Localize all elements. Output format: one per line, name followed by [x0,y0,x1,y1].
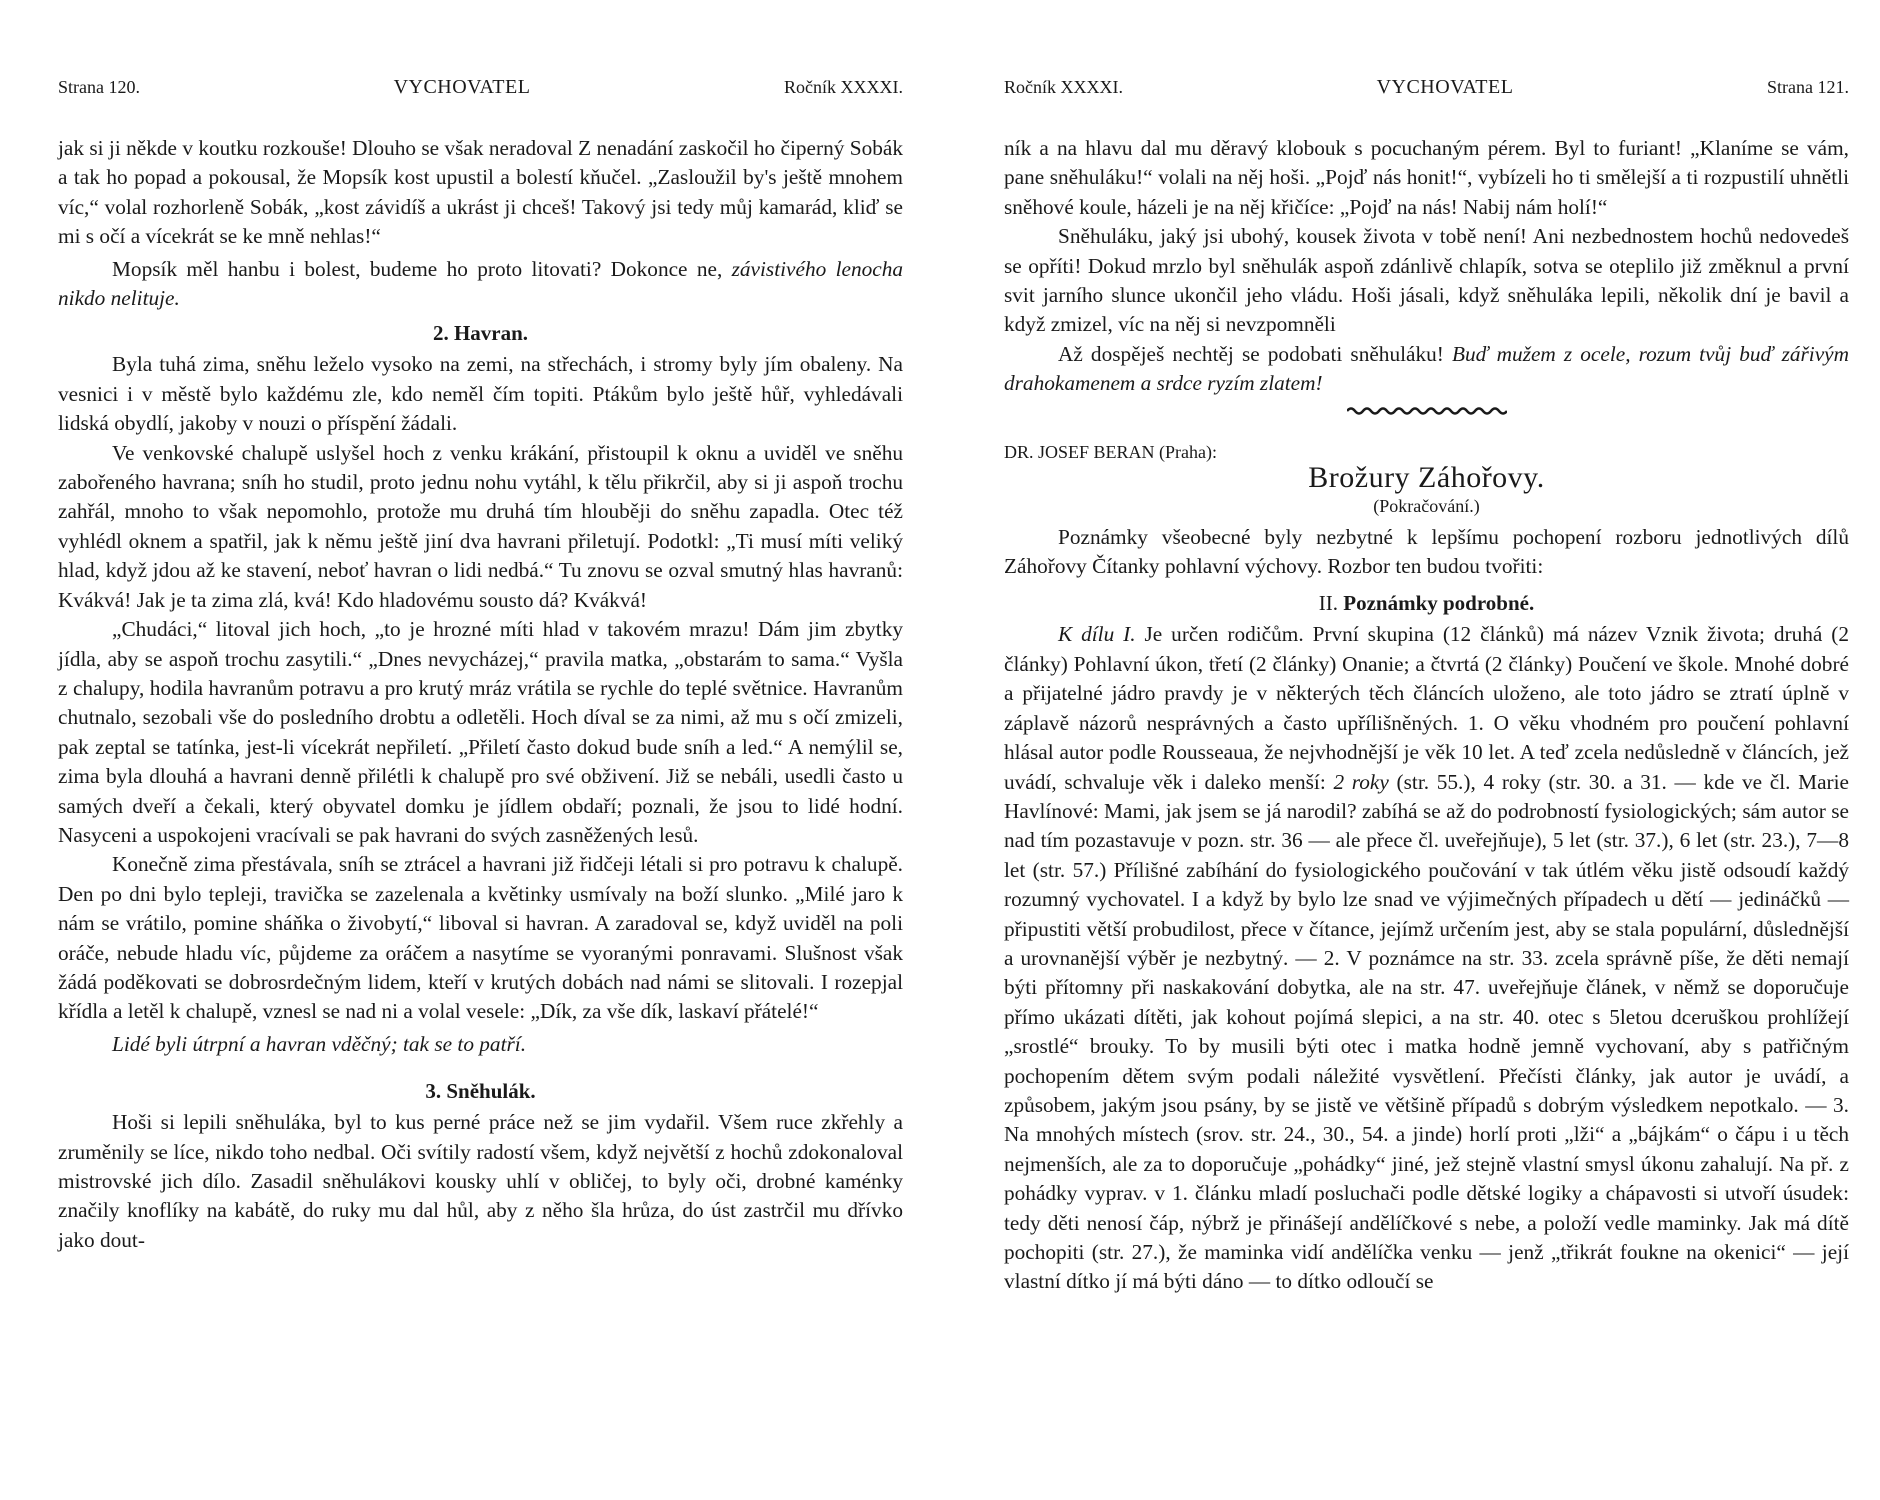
right-journal-title: VYCHOVATEL [1376,76,1514,98]
paragraph: „Chudáci,“ litoval jich hoch, „to je hrozné míti hlad v takovém mrazu! Dám jim zbytky jídla, aby se aspoň trochu zasytili.“ „Dnes nevycházej,“ pravila matka, „obstarám to sama.“ Vyšla z chalupy, hodila havranům potravu a pro krutý mráz vrátila se rychle do teplé světnice. Havranům chutnalo, sezobali vše do posledního drobtu a odletěli. Hoch díval se za nimi, až mu s očí zmizeli, pak zeptal se tatínka, jest-li vícekrát nepřiletí. „Přiletí často dokud bude sníh a led.“ A nemýlil se, zima byla dlouhá a havrani denně přilétli k chalupě pro své obživení. Již se nebáli, usedli často u samých dveří a čekali, který obyvatel domku je jídlem obdaří; poznali, že jsou to lidé hodní. Nasyceni a uspokojeni vracívali se pak havrani do svých zasněžených lesů. [58,617,903,847]
left-page-number: Strana 120. [58,77,140,97]
paragraph [58,1030,903,1059]
paragraph: Hoši si lepili sněhuláka, byl to kus perné práce než se jim vydařil. Všem ruce zkřehly a zruměnily se líce, nikdo toho nedbal. Oči svítily radostí všem, když největší z hochů zdokonaloval mistrovské jich dílo. Zasadil sněhulákovi kousky uhlí v obličej, to byly oči, drobné kaménky značily knoflíky na kabátě, do ruky mu dal hůl, aby z něho šla hrůza, do úst zastrčil mu dřívko jako dout- [58,1110,903,1252]
section-heading [58,1077,903,1106]
italic-moral: závistivého lenocha nikdo nelituje. [58,256,903,311]
left-running-header [58,76,903,100]
right-running-header [1004,76,1849,100]
article-author: DR. JOSEF BERAN (Praha): [1004,441,1218,462]
right-volume: Ročník XXXXI. [1004,77,1123,97]
paragraph [1004,620,1849,1296]
paragraph [58,255,903,314]
paragraph: ník a na hlavu dal mu děravý klobouk s pocuchaným pérem. Byl to furiant! „Klaníme se vám, pane sněhuláku!“ volali na něj hoši. „Pojď nás honit!“, vybízeli ho ti smělejší a ti rozpustilí uhnětli sněhové koule, házeli je na něj křičíce: „Pojď na nás! Nabij nám holí!“ [1004,136,1849,219]
spacer [58,1059,903,1071]
italic-moral: Buď mužem z ocele, rozum tvůj buď zářivým drahokamenem a srdce ryzím zlatem! [1004,341,1849,396]
section-heading [58,319,903,348]
right-page [940,0,1880,1500]
section-number: II. [1318,591,1344,616]
text-run: Je určen rodičům. První skupina (12 článků) má název Vznik života; druhá (2 články) Pohlavní úkon, třetí (2 články) Onanie; a čtvrtá (2 články) Poučení ve škole. Mnohé dobré a přijatelné jádro pravdy je v některých těch článcích uloženo, ale toto jádro se ztratí úplně v záplavě názorů nesprávných a často upřílišněných. 1. O věku vhodném pro poučení pohlavní hlásal autor podle Rousseaua, že nejvhodnější je věk 10 let. A teď zcela nedůsledně v článcích, jež uvádí, schvaluje věk i daleko menší: [1004,622,1849,794]
text-run: Mopsík měl hanbu i bolest, budeme ho proto litovati? Dokonce ne, [112,256,732,281]
heading-text: 3. Sněhulák. [425,1079,536,1104]
article-title: Brožury Záhořovy. [1308,460,1545,494]
text-run: (str. 55.), 4 roky (str. 30. a 31. — kde ve čl. Marie Havlínové: Mami, jak jsem se já narodil? zabíhá se až do podrobností fysiologických; sám autor se nad tím pozastavuje v pozn. str. 36 — ale přece čl. uveřejňuje), 5 let (str. 37.), 6 let (str. 23.), 7—8 let (str. 57.) Přílišné zabíhání do fysiologického poučování v tak útlém věku jistě odsoudí každý rozumný vychovatel. I a když by bylo lze snad ve výjimečných případech u dětí — jedináčků — připustiti větší probudilost, přece v čítance, jejímž určením jest, aby se stala populární, důslednější a urovnanější výběr je nezbytný. — 2. V poznámce na str. 33. zcela správně píše, že děti nemají býti přítomny při naskakování dobytka, ale na str. 47. uveřejňuje článek, v němž se doporučuje přímo ukázati dítěti, jak kohout pojímá slepici, a na str. 40. otec s 5letou dceruškou prohlížejí „srostlé“ brouky. To by musili býti otec i matka hodně jemně vychovaní, aby s patřičným pochopením dětem svým podali náležité vysvětlení. Přečísti články, jak autor je uvádí, a způsobem, jakým jsou psány, by se jistě ve většině případů s dobrým výsledkem nepotkalo. — 3. Na mnohých místech (srov. str. 24., 30., 54. a jinde) horlí proti „lži“ a „bájkám“ o čápu i u těch nejmenších, ale za to doporučuje „pohádky“ jiné, jež stejně vlastní smysl úkonu zahalují. Na př. z pohádky vyprav. v 1. článku mladí posluchači podle dětské logiky a chápavosti si utvoří úsudek: tedy děti nenosí čáp, nýbrž je přinášejí andělíčkové s nebe, a položí vedle maminky. Jak má dítě pochopiti (str. 27.), že maminka vidí andělíčka venku — jenž „třikrát foukne na okenici“ — její vlastní dítko jí má býti dáno — to dítko odloučí se [1004,769,1849,1294]
italic-run: 2 roky [1333,769,1389,794]
paragraph: Konečně zima přestávala, sníh se ztrácel a havrani již řidčeji létali si pro potravu k chalupě. Den po dni bylo tepleji, travička se zazelenala a květinky usmívaly na boží slunko. „Milé jaro k nám se vrátilo, pomine sháňka o živobytí,“ liboval si havran. A zaradoval se, když uviděl na poli oráče, nebude hladu víc, půjdeme za oráčem a nasytíme se vyoranými ponravami. Slušnost však žádá poděkovati se dobrosrdečným lidem, kteří v krutých dobách nad námi se slitovali. I rozepjal křídla a letěl k chalupě, vznesl se nad ni a volal vesele: „Dík, za vše dík, laskaví přátelé!“ [58,852,903,1024]
paragraph: Ve venkovské chalupě uslyšel hoch z venku krákání, přistoupil k oknu a uviděl ve sněhu zabořeného havrana; sníh ho studil, proto jednu nohu vytáhl, k tělu přikrčil, aby si ji aspoň trochu zahřál, mnoho to však nepomohlo, protože mu druhá tím hlouběji do sněhu zapadla. Otec též vyhlédl oknem a spatřil, jak k němu ještě jiní dva havrani přiletují. Podotkl: „Ti musí míti veliký hlad, když jdou až ke stavení, neboť havran o lidi nedbá.“ Tu znovu se ozval smutný hlas havranů: Kvákvá! Jak je ta zima zlá, kvá! Kdo hladovému sousto dá? Kvákvá! [58,440,903,612]
paragraph: Sněhuláku, jaký jsi ubohý, kousek života v tobě není! Ani nezbednostem hochů nedovedeš se opříti! Dokud mrzlo byl sněhulák aspoň zdánlivě chlapík, sotva se oteplilo již změknul a první svit jarního slunce ukončil jeho vládu. Hoši jásali, když sněhuláka lepili, několik dní je bavil a když zmizel, víc na něj si nevzpomněli [1004,224,1849,337]
left-volume: Ročník XXXXI. [784,77,903,97]
paragraph: Byla tuhá zima, sněhu leželo vysoko na zemi, na střechách, i stromy byly jím obaleny. Na vesnici i v městě bylo každému zle, kdo neměl čím topiti. Ptákům bylo ještě hůř, vyhledávali lidská obydlí, jakoby v nouzi o příspění žádali. [58,352,903,436]
right-page-number: Strana 121. [1767,77,1849,97]
left-column [58,76,903,1255]
paragraph: jak si ji někde v koutku rozkouše! Dlouho se však neradoval Z nenadání zaskočil ho čiperný Sobák a tak ho popad a pokousal, že Mopsík kost upustil a bolestí kňučel. „Zasloužil by's ještě mnohem víc,“ volal rozhorleně Sobák, „kost závidíš a ukrást ji chceš! Takový jsi tedy můj kamarád, kliď se mi s očí a vícekrát se ke mně nehlas!“ [58,136,903,249]
right-column [1004,76,1849,1297]
left-text [58,134,903,1255]
left-journal-title: VYCHOVATEL [393,76,531,98]
section-heading [1004,589,1849,618]
right-text [1004,134,1849,1297]
text-run: Až dospěješ nechtěj se podobati sněhuláku! [1058,341,1452,366]
paragraph [1004,340,1849,399]
paragraph: Poznámky všeobecné byly nezbytné k lepšímu pochopení rozboru jednotlivých dílů Záhořovy Čítanky pohlavní výchovy. Rozbor ten budou tvořiti: [1004,524,1849,579]
italic-lead: K dílu I. [1058,622,1136,647]
italic-moral: Lidé byli útrpní a havran vděčný; tak se to patří. [112,1031,527,1056]
section-title: Poznámky podrobné. [1343,591,1535,616]
article-subtitle: (Pokračování.) [1373,495,1480,516]
wavy-divider-ornament [1347,405,1507,415]
heading-text: 2. Havran. [432,321,529,346]
